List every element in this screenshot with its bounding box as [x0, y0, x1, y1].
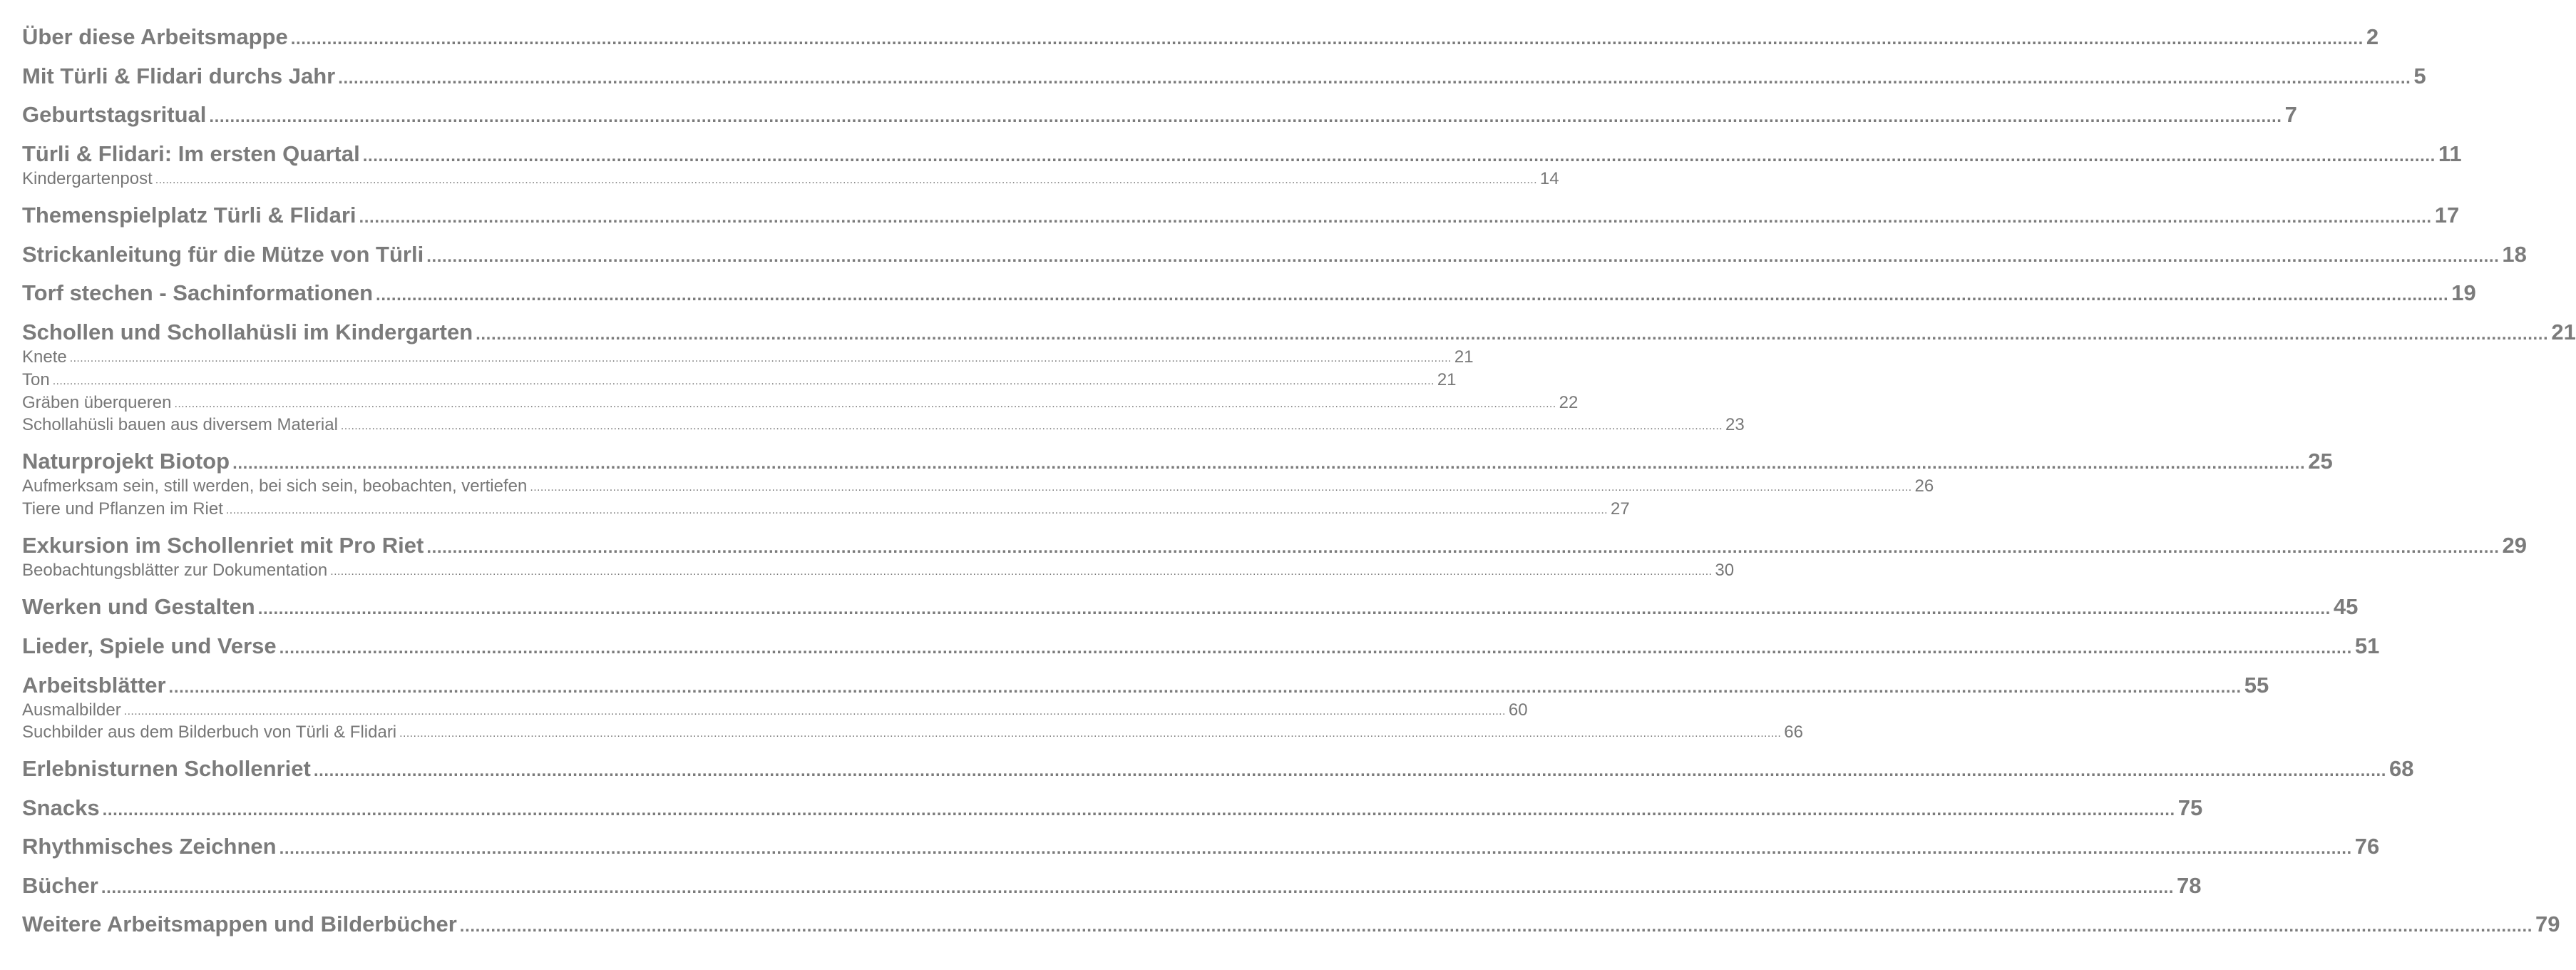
toc-entry[interactable] — [22, 873, 2202, 899]
toc-entry[interactable] — [22, 533, 2527, 558]
toc-dot-leader: ................................................................................................................................................................................................................................................................................................................................................................................................................ — [225, 504, 1608, 516]
toc-subentry-page: 22 — [1559, 393, 1579, 412]
toc-entry-title: Erlebnisturnen Schollenriet — [22, 756, 311, 781]
toc-dot-leader: ................................................................................................................................................................................................................................................................................................................................................................................................................ — [459, 917, 2533, 936]
toc-entry-page: 68 — [2389, 756, 2414, 781]
toc-subentry[interactable] — [22, 723, 1803, 742]
toc-entry-title: Lieder, Spiele und Verse — [22, 633, 277, 658]
toc-dot-leader: ................................................................................................................................................................................................................................................................................................................................................................................................................ — [313, 761, 2386, 780]
toc-dot-leader: ................................................................................................................................................................................................................................................................................................................................................................................................................ — [174, 398, 1556, 410]
toc-dot-leader: ................................................................................................................................................................................................................................................................................................................................................................................................................ — [338, 68, 2411, 88]
toc-dot-leader: ................................................................................................................................................................................................................................................................................................................................................................................................................ — [69, 352, 1452, 364]
toc-entry[interactable] — [22, 633, 2380, 659]
toc-dot-leader: ................................................................................................................................................................................................................................................................................................................................................................................................................ — [399, 728, 1782, 740]
toc-subentry-page: 14 — [1539, 169, 1559, 188]
toc-subentry-title: Beobachtungsblätter zur Dokumentation — [22, 561, 328, 580]
toc-entry-title: Schollen und Schollahüsli im Kindergarten — [22, 320, 473, 344]
toc-entry-page: 75 — [2177, 795, 2203, 820]
toc-entry-page: 5 — [2413, 63, 2426, 88]
toc-entry[interactable] — [22, 834, 2380, 859]
toc-entry[interactable] — [22, 673, 2269, 698]
toc-dot-leader: ................................................................................................................................................................................................................................................................................................................................................................................................................ — [290, 29, 2364, 48]
toc-subentry-title: Ton — [22, 370, 50, 389]
toc-entry-title: Exkursion im Schollenriet mit Pro Riet — [22, 533, 424, 558]
toc-subentry[interactable] — [22, 347, 1474, 367]
toc-entry-title: Geburtstagsritual — [22, 102, 207, 127]
toc-subentry[interactable] — [22, 370, 1457, 390]
toc-entry-page: 18 — [2502, 242, 2527, 267]
toc-subentry-title: Kindergartenpost — [22, 169, 153, 188]
toc-entry-title: Werken und Gestalten — [22, 594, 255, 619]
toc-subentry-title: Tiere und Pflanzen im Riet — [22, 499, 223, 519]
toc-dot-leader: ................................................................................................................................................................................................................................................................................................................................................................................................................ — [359, 208, 2432, 227]
toc-entry-page: 78 — [2177, 873, 2202, 898]
toc-entry[interactable] — [22, 756, 2414, 782]
toc-subentry-page: 23 — [1725, 415, 1745, 434]
toc-entry-title: Mit Türli & Flidari durchs Jahr — [22, 63, 336, 88]
toc-subentry-title: Ausmalbilder — [22, 700, 121, 720]
toc-entry-page: 19 — [2451, 280, 2476, 305]
toc-entry[interactable] — [22, 280, 2476, 306]
toc-dot-leader: ................................................................................................................................................................................................................................................................................................................................................................................................................ — [376, 285, 2449, 305]
toc-dot-leader: ................................................................................................................................................................................................................................................................................................................................................................................................................ — [426, 247, 2500, 266]
toc-subentry-page: 27 — [1611, 499, 1630, 519]
toc-subentry-page: 26 — [1914, 476, 1934, 496]
toc-dot-leader: ................................................................................................................................................................................................................................................................................................................................................................................................................ — [279, 638, 2352, 658]
toc-subentry-title: Schollahüsli bauen aus diversem Material — [22, 415, 338, 434]
toc-dot-leader: ................................................................................................................................................................................................................................................................................................................................................................................................................ — [102, 800, 2175, 820]
toc-entry-title: Über diese Arbeitsmappe — [22, 24, 288, 49]
toc-subentry-title: Knete — [22, 347, 67, 367]
toc-entry[interactable] — [22, 63, 2426, 89]
toc-entry-title: Weitere Arbeitsmappen und Bilderbücher — [22, 912, 457, 936]
toc-entry[interactable] — [22, 912, 2560, 937]
toc-entry-page: 7 — [2284, 102, 2297, 127]
toc-entry-page: 76 — [2354, 834, 2380, 859]
toc-entry-page: 17 — [2434, 203, 2460, 228]
toc-subentry-page: 21 — [1437, 370, 1457, 389]
toc-subentry-page: 60 — [1508, 700, 1528, 720]
toc-subentry-title: Gräben überqueren — [22, 393, 172, 412]
toc-entry-page: 21 — [2551, 320, 2576, 344]
toc-entry-title: Strickanleitung für die Mütze von Türli — [22, 242, 424, 267]
toc-entry[interactable] — [22, 141, 2462, 167]
toc-subentry[interactable] — [22, 499, 1630, 519]
toc-entry[interactable] — [22, 102, 2297, 128]
toc-entry-page: 25 — [2308, 449, 2333, 474]
toc-dot-leader: ................................................................................................................................................................................................................................................................................................................................................................................................................ — [330, 566, 1713, 578]
toc-dot-leader: ................................................................................................................................................................................................................................................................................................................................................................................................................ — [476, 325, 2549, 344]
toc-entry[interactable] — [22, 449, 2333, 474]
toc-entry-page: 45 — [2333, 594, 2359, 619]
toc-entry-title: Rhythmisches Zeichnen — [22, 834, 277, 859]
toc-entry-title: Naturprojekt Biotop — [22, 449, 230, 474]
toc-entry-title: Türli & Flidari: Im ersten Quartal — [22, 141, 360, 166]
toc-subentry[interactable] — [22, 169, 1559, 189]
toc-subentry[interactable] — [22, 415, 1745, 435]
toc-dot-leader: ................................................................................................................................................................................................................................................................................................................................................................................................................ — [279, 839, 2352, 858]
toc-dot-leader: ................................................................................................................................................................................................................................................................................................................................................................................................................ — [123, 705, 1506, 718]
toc-dot-leader: ................................................................................................................................................................................................................................................................................................................................................................................................................ — [340, 420, 1723, 432]
toc-entry-title: Snacks — [22, 795, 100, 820]
toc-dot-leader: ................................................................................................................................................................................................................................................................................................................................................................................................................ — [52, 375, 1435, 387]
toc-entry[interactable] — [22, 242, 2527, 267]
toc-entry[interactable] — [22, 320, 2576, 345]
toc-dot-leader: ................................................................................................................................................................................................................................................................................................................................................................................................................ — [155, 174, 1537, 186]
toc-dot-leader: ................................................................................................................................................................................................................................................................................................................................................................................................................ — [426, 538, 2500, 557]
toc-entry-page: 29 — [2502, 533, 2527, 558]
toc-subentry[interactable] — [22, 561, 1735, 581]
toc-entry-page: 51 — [2354, 633, 2380, 658]
toc-dot-leader: ................................................................................................................................................................................................................................................................................................................................................................................................................ — [101, 878, 2174, 897]
toc-entry-title: Arbeitsblätter — [22, 673, 166, 698]
toc-entry[interactable] — [22, 24, 2379, 50]
toc-dot-leader: ................................................................................................................................................................................................................................................................................................................................................................................................................ — [362, 146, 2436, 165]
toc-subentry[interactable] — [22, 476, 1934, 496]
toc-entry-page: 2 — [2366, 24, 2379, 49]
toc-subentry[interactable] — [22, 700, 1528, 720]
toc-dot-leader: ................................................................................................................................................................................................................................................................................................................................................................................................................ — [530, 481, 1912, 494]
toc-subentry-title: Suchbilder aus dem Bilderbuch von Türli & Flidari — [22, 723, 397, 742]
toc-entry-title: Torf stechen - Sachinformationen — [22, 280, 374, 305]
toc-dot-leader: ................................................................................................................................................................................................................................................................................................................................................................................................................ — [209, 107, 2282, 126]
toc-entry[interactable] — [22, 594, 2359, 620]
toc-entry-page: 11 — [2438, 141, 2462, 166]
toc-subentry-page: 21 — [1454, 347, 1474, 367]
toc-entry-page: 55 — [2244, 673, 2269, 698]
toc-dot-leader: ................................................................................................................................................................................................................................................................................................................................................................................................................ — [168, 678, 2242, 697]
toc-entry-title: Bücher — [22, 873, 98, 898]
toc-dot-leader: ................................................................................................................................................................................................................................................................................................................................................................................................................ — [232, 454, 2306, 473]
toc-entry-page: 79 — [2535, 912, 2560, 936]
toc-dot-leader: ................................................................................................................................................................................................................................................................................................................................................................................................................ — [257, 599, 2331, 618]
toc-entry-title: Themenspielplatz Türli & Flidari — [22, 203, 356, 228]
toc-subentry-page: 30 — [1715, 561, 1735, 580]
toc-entry[interactable] — [22, 203, 2460, 228]
toc-entry[interactable] — [22, 795, 2203, 821]
toc-subentry-page: 66 — [1784, 723, 1803, 742]
toc-subentry-title: Aufmerksam sein, still werden, bei sich sein, beobachten, vertiefen — [22, 476, 528, 496]
toc-subentry[interactable] — [22, 393, 1579, 413]
